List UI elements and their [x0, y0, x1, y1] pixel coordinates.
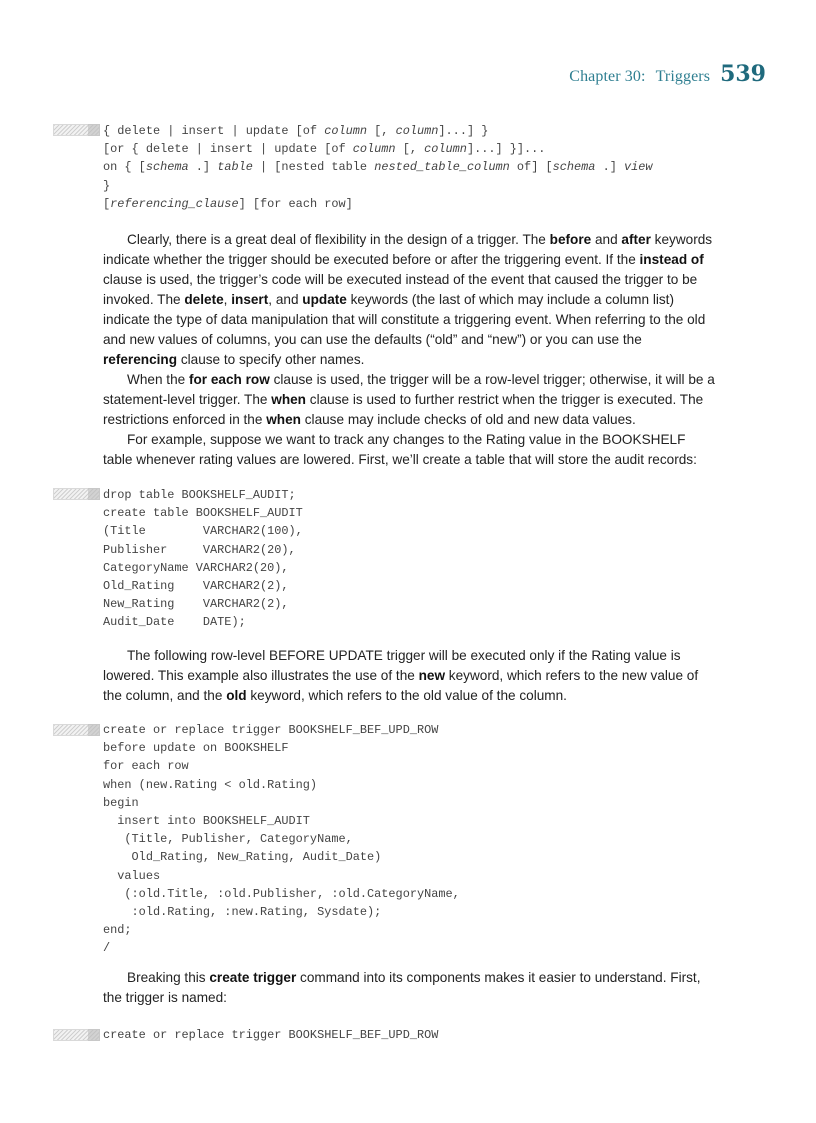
keyword-text: insert — [231, 292, 269, 307]
body-text: keywords (the last of which may include a column list) indicate the type of data manipulation that will constitute a triggering event. When referring to the old and new values of columns, you can use the defaults (“old” and “new”) or you can use the — [103, 292, 706, 347]
body-text: clause may include checks of old and new data values. — [300, 412, 636, 427]
body-text: When the — [127, 372, 189, 387]
code-text: end; — [103, 923, 132, 938]
code-text: [, — [367, 124, 396, 138]
code-line — [103, 559, 303, 577]
code-line — [103, 721, 460, 739]
code-text: for each row — [103, 759, 189, 774]
code-line — [103, 577, 303, 595]
code-text: (Title VARCHAR2(100), — [103, 524, 303, 539]
code-placeholder: table — [217, 160, 253, 175]
body-text: clause is used, the trigger’s code will be executed instead of the event that caused the trigger to be invoked. The — [103, 272, 698, 307]
paragraph-1 — [103, 230, 715, 370]
code-placeholder: column — [424, 142, 467, 157]
code-text: :old.Rating, :new.Rating, Sysdate); — [103, 904, 382, 919]
keyword-text: before — [549, 232, 592, 247]
code-line — [103, 486, 303, 504]
keyword-text: update — [302, 292, 347, 307]
body-text: clause is used, the trigger will be a row-level trigger; otherwise, it will be a statement-level trigger. The — [103, 372, 715, 407]
code-line — [103, 885, 460, 903]
body-text: keyword, which refers to the old value of the column. — [246, 688, 567, 703]
code-line — [103, 1026, 438, 1044]
paragraph-5 — [103, 968, 715, 1008]
code-text: .] — [188, 160, 218, 175]
trigger-code-block — [103, 721, 460, 957]
body-text: keyword, which refers to the new value of the column, and the — [103, 668, 699, 703]
audit-table-code-block — [103, 486, 303, 632]
code-text: begin — [103, 795, 139, 810]
code-line — [103, 848, 460, 866]
code-marker-icon — [53, 1029, 100, 1041]
code-line — [103, 921, 460, 939]
code-marker-icon — [53, 124, 100, 136]
code-text: create or replace trigger BOOKSHELF_BEF_UPD_ROW — [103, 723, 439, 737]
keyword-text: referencing — [103, 352, 178, 367]
paragraph-block-2 — [103, 646, 715, 706]
body-text: clause to specify other names. — [177, 352, 365, 367]
code-text: [, — [395, 142, 425, 157]
code-text: | [nested table — [252, 160, 375, 175]
code-text: create or replace trigger BOOKSHELF_BEF_UPD_ROW — [103, 1028, 439, 1042]
code-text: CategoryName VARCHAR2(20), — [103, 560, 289, 575]
code-text: on { [ — [103, 160, 146, 175]
keyword-text: instead of — [639, 252, 704, 267]
code-placeholder: schema — [145, 160, 189, 175]
chapter-number: Chapter 30: — [569, 68, 646, 85]
keyword-text: for each row — [188, 372, 270, 387]
code-line — [103, 867, 460, 885]
code-text: } — [103, 178, 111, 193]
running-header — [569, 61, 766, 91]
code-line — [103, 830, 460, 848]
code-text: of] [ — [509, 160, 553, 175]
code-text: New_Rating VARCHAR2(2), — [103, 597, 289, 612]
code-placeholder: column — [395, 124, 439, 138]
keyword-text: new — [418, 668, 446, 683]
body-text: and — [591, 232, 622, 247]
code-text: ] [for each row] — [238, 196, 353, 211]
code-line — [103, 195, 653, 213]
code-placeholder: view — [623, 160, 653, 175]
paragraph-4 — [103, 646, 715, 706]
keyword-text: after — [621, 232, 651, 247]
code-line — [103, 739, 460, 757]
code-text: Old_Rating VARCHAR2(2), — [103, 578, 289, 593]
code-text: insert into BOOKSHELF_AUDIT — [103, 813, 310, 828]
code-text: before update on BOOKSHELF — [103, 741, 289, 756]
body-text: , — [223, 292, 232, 307]
code-text: when (new.Rating < old.Rating) — [103, 777, 318, 792]
body-text: Clearly, there is a great deal of flexibility in the design of a trigger. The — [127, 232, 550, 247]
body-text: The following row-level BEFORE UPDATE trigger will be executed only if the Rating value is lowered. This example also illustrates the use of the — [103, 648, 681, 683]
code-line — [103, 939, 460, 957]
code-text: [or { delete | insert | update [of — [103, 142, 353, 157]
code-line — [103, 903, 460, 921]
code-line — [103, 158, 653, 176]
paragraph-block-1 — [103, 230, 715, 470]
code-placeholder: schema — [552, 160, 596, 175]
code-text: drop table BOOKSHELF_AUDIT; — [103, 488, 296, 502]
code-text: Old_Rating, New_Rating, Audit_Date) — [103, 850, 382, 865]
keyword-text: delete — [184, 292, 224, 307]
trigger-name-code-block — [103, 1026, 438, 1044]
code-placeholder: referencing_clause — [110, 196, 239, 211]
body-text: , and — [268, 292, 303, 307]
code-text: values — [103, 868, 161, 883]
code-line — [103, 595, 303, 613]
body-text: keywords indicate whether the trigger should be executed before or after the triggering event. If the — [103, 232, 713, 267]
keyword-text: when — [271, 392, 306, 407]
code-text: [ — [103, 196, 111, 211]
keyword-text: create trigger — [209, 970, 297, 985]
code-text: ]...] }]... — [466, 142, 546, 157]
code-line — [103, 504, 303, 522]
code-line — [103, 122, 653, 140]
code-placeholder: column — [324, 124, 368, 138]
code-line — [103, 776, 460, 794]
code-line — [103, 177, 653, 195]
paragraph-3 — [103, 430, 715, 470]
code-line — [103, 794, 460, 812]
code-line — [103, 140, 653, 158]
code-text: (:old.Title, :old.Publisher, :old.CategoryName, — [103, 886, 460, 901]
syntax-code-block — [103, 122, 653, 213]
code-text: create table BOOKSHELF_AUDIT — [103, 506, 303, 521]
body-text: Breaking this — [127, 970, 210, 985]
code-text: ]...] } — [438, 124, 489, 138]
code-text: .] — [595, 160, 624, 175]
body-text: clause is used to further restrict when the trigger is executed. The restrictions enforced in the — [103, 392, 704, 427]
paragraph-2 — [103, 370, 715, 430]
code-line — [103, 812, 460, 830]
code-text: (Title, Publisher, CategoryName, — [103, 832, 353, 847]
code-placeholder: nested_table_column — [374, 160, 510, 175]
code-line — [103, 613, 303, 631]
chapter-label — [569, 68, 710, 86]
page-number: 539 — [720, 61, 766, 87]
body-text: For example, suppose we want to track any changes to the Rating value in the BOOKSHELF table whenever rating values are lowered. First, we’ll create a table that will store the audit records: — [103, 432, 697, 467]
code-marker-icon — [53, 488, 100, 500]
keyword-text: when — [266, 412, 301, 427]
body-text: command into its components makes it easier to understand. First, the trigger is named: — [103, 970, 701, 1005]
code-text: Publisher VARCHAR2(20), — [103, 542, 296, 557]
paragraph-block-3 — [103, 968, 715, 1008]
code-line — [103, 757, 460, 775]
code-placeholder: column — [352, 142, 396, 157]
code-text: Audit_Date DATE); — [103, 615, 246, 630]
code-line — [103, 522, 303, 540]
code-text: { delete | insert | update [of — [103, 124, 325, 138]
keyword-text: old — [226, 688, 247, 703]
code-text: / — [103, 941, 111, 956]
code-line — [103, 541, 303, 559]
chapter-title: Triggers — [655, 68, 711, 85]
code-marker-icon — [53, 724, 100, 736]
